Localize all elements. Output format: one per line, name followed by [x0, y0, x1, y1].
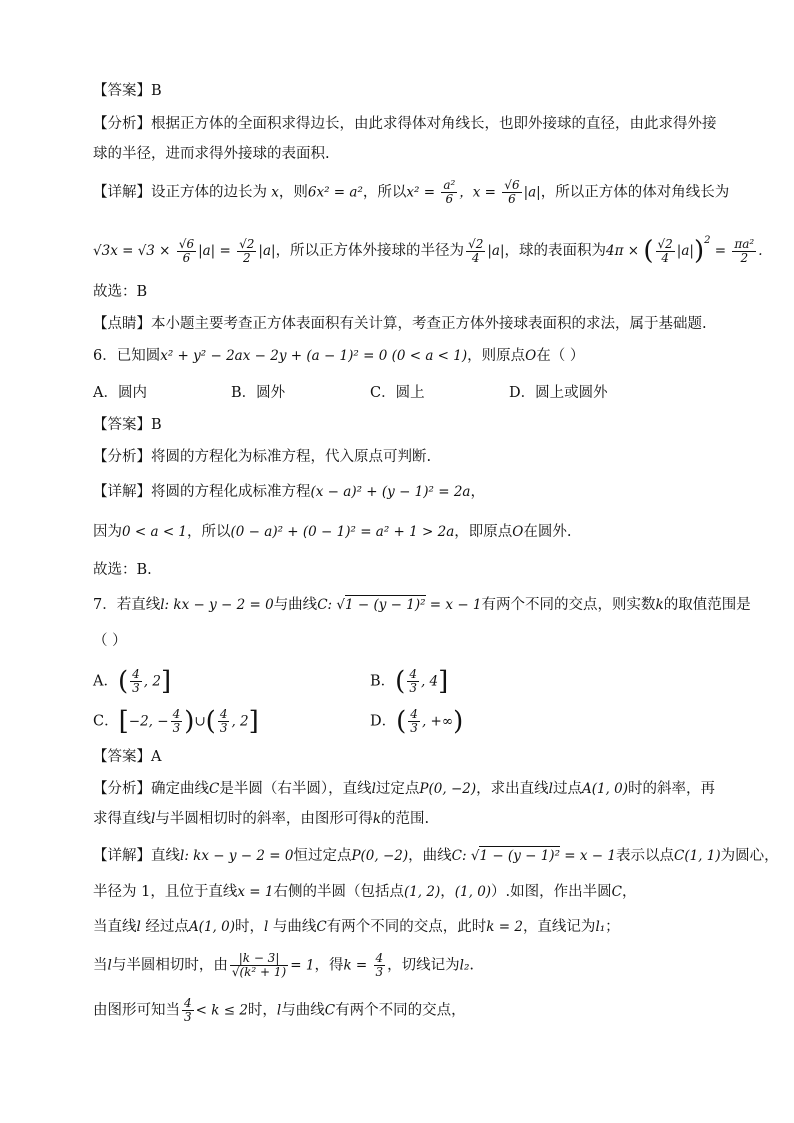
q6-analysis: 【分析】将圆的方程化为标准方程，代入原点可判断.	[93, 449, 432, 465]
option-label: B．	[370, 673, 396, 690]
detail-text: 在圆外.	[523, 524, 572, 540]
detail-text: 为圆心，	[720, 848, 779, 864]
detail-text: 将圆的方程化成标准方程	[151, 484, 311, 500]
option-label: C．	[93, 713, 119, 730]
q6-choose: 故选：B.	[93, 562, 152, 578]
analysis-text: 求得直线	[93, 811, 151, 827]
detail-text: 半径为 1，且位于直线	[93, 884, 238, 900]
detail-text: ，所以正方体的体对角线长为	[540, 184, 730, 201]
detail-tag: 【详解】	[93, 848, 151, 864]
detail-text: 有两个不同的交点，	[335, 1002, 466, 1019]
q6-stem: 6．已知圆x² + y² − 2ax − 2y + (a − 1)² = 0 (0 < a < 1)，则原点O在（ ）	[93, 348, 585, 364]
detail-text: 当	[93, 957, 108, 974]
q5-detail: 【详解】设正方体的边长为 x，则6x² = a²，所以x² = $\frac{\text{a²}}{6}$ ，x = $\frac{√6}{6}$ |a|，所以正方体的体对角线长为	[93, 178, 730, 206]
detail-text: 设正方体的边长为	[151, 184, 267, 201]
detail-text: 时，	[247, 1002, 277, 1019]
analysis-text: ，求出直线	[476, 781, 549, 797]
q7-detail-line3: 当直线l 经过点A(1, 0)时，l 与曲线C有两个不同的交点，此时k = 2，直线记为l₁；	[93, 919, 620, 935]
detail-text: 有两个不同的交点，此时	[326, 919, 487, 935]
detail-text: ，所以	[362, 184, 407, 201]
detail-text: ，球的表面积为	[504, 243, 606, 259]
option-label: A．	[93, 673, 118, 690]
stem-text: 与曲线	[273, 597, 318, 613]
detail-text: 经过点	[140, 919, 189, 935]
q6-option-b: B．圆外	[231, 385, 286, 401]
stem-text: 有两个不同的交点，则实数	[481, 597, 656, 613]
detail-text: 恒过定点	[293, 848, 352, 864]
detail-text: 与曲线	[281, 1002, 325, 1019]
q7-stem-line2: （ ）	[93, 633, 127, 649]
analysis-text: 过定点	[375, 781, 420, 797]
detail-tag: 【详解】	[93, 184, 151, 201]
stem-text: ，则原点	[467, 348, 526, 364]
q7-detail-line4: 当l与半圆相切时，由 $\frac{|k - 3|}{\text{√(k² + 1)}}$ = 1，得k = $\frac{4}{3}$ ，切线记为l₂.	[93, 951, 475, 979]
analysis-text: 【分析】确定曲线	[93, 781, 209, 797]
detail-text: 与半圆相切时，由	[111, 957, 228, 974]
q7-stem: 7．若直线l: kx − y − 2 = 0与曲线C: √1 − (y − 1)² = x − 1有两个不同的交点，则实数k的取值范围是	[93, 597, 751, 613]
detail-text: 表示以点	[615, 848, 674, 864]
detail-text: ，曲线	[408, 848, 452, 864]
q5-comment: 【点睛】本小题主要考查正方体表面积有关计算，考查正方体外接球表面积的求法，属于基础题.	[93, 316, 707, 332]
q7-detail-line2: 半径为 1，且位于直线x = 1右侧的半圆（包括点(1, 2)，(1, 0)）.如图，作出半圆C，	[93, 884, 637, 900]
detail-text: 当直线	[93, 919, 137, 935]
detail-text: ，则	[278, 184, 308, 201]
q7-option-b: B．( $\frac{4}{3}$ , 4]	[370, 666, 449, 697]
q5-answer: 【答案】B	[93, 83, 162, 99]
q7-option-c: C．[−2, − $\frac{4}{3}$ )∪( $\frac{4}{3}$ , 2]	[93, 706, 259, 737]
detail-text: ，	[622, 884, 637, 900]
q7-analysis: 【分析】确定曲线C是半圆（右半圆），直线l过定点P(0, −2)，求出直线l过点A(1, 0)时的斜率，再	[93, 781, 715, 797]
detail-text: 右侧的半圆（包括点	[273, 884, 404, 900]
stem-text: 7．若直线	[93, 597, 161, 613]
detail-text: 与曲线	[268, 919, 317, 935]
detail-tag: 【详解】	[93, 484, 151, 500]
detail-text: ，即原点	[454, 524, 513, 540]
detail-text: 时，	[234, 919, 264, 935]
detail-text: ，切线记为	[387, 957, 460, 974]
detail-text: .	[469, 957, 475, 974]
detail-text: ，得	[314, 957, 344, 974]
q6-detail: 【详解】将圆的方程化成标准方程(x − a)² + (y − 1)² = 2a，	[93, 484, 485, 500]
q7-option-a: A．( $\frac{4}{3}$ , 2]	[93, 666, 172, 697]
q6-option-a: A．圆内	[93, 385, 147, 401]
q5-analysis: 【分析】根据正方体的全面积求得边长，由此求得体对角线长，也即外接球的直径，由此求得外接	[93, 116, 717, 132]
q5-analysis-line2: 球的半径，进而求得外接球的表面积.	[93, 146, 330, 162]
q7-option-d: D．( $\frac{4}{3}$ , +∞)	[370, 706, 464, 737]
option-label: D．	[370, 713, 397, 730]
stem-text: 6．已知圆	[93, 348, 161, 364]
analysis-text: 过点	[552, 781, 582, 797]
q5-detail-line2: √3x = √3 × $\frac{√6}{6}$ |a| = $\frac{√2}{2}$ |a|，所以正方体外接球的半径为 $\frac{√2}{4}$ |a|，球的表面积为4π × ( $\frac{√2}{4}$ |a|)$^2$ = $\frac{\text{πa²}}{2}$ .	[93, 235, 763, 266]
stem-text: 的取值范围是	[663, 597, 751, 613]
q6-answer: 【答案】B	[93, 417, 162, 433]
detail-text: ，所以正方体外接球的半径为	[275, 243, 465, 259]
stem-text: 在（ ）	[536, 348, 585, 364]
detail-text: ，直线记为	[522, 919, 596, 935]
q7-detail-line5: 由图形可知当 $\frac{4}{3}$ < k ≤ 2时，l与曲线C有两个不同的交点，	[93, 996, 466, 1024]
detail-text: ，	[470, 484, 485, 500]
q5-choose: 故选：B	[93, 284, 148, 300]
q7-analysis-line2: 求得直线l与半圆相切时的斜率，由图形可得k的范围.	[93, 811, 430, 827]
q6-option-d: D．圆上或圆外	[509, 385, 608, 401]
detail-text: 直线	[151, 848, 180, 864]
analysis-text: 是半圆（右半圆），直线	[219, 781, 372, 797]
analysis-text: 与半圆相切时的斜率，由图形可得	[155, 811, 373, 827]
detail-text: ）.如图，作出半圆	[491, 884, 612, 900]
detail-text: ；	[605, 919, 620, 935]
q6-because: 因为0 < a < 1，所以(0 − a)² + (0 − 1)² = a² + 1 > 2a，即原点O在圆外.	[93, 524, 572, 540]
analysis-text: 的范围.	[381, 811, 430, 827]
analysis-text: 时的斜率，再	[628, 781, 715, 797]
detail-text: ，所以	[187, 524, 231, 540]
q7-answer: 【答案】A	[93, 749, 162, 765]
detail-text: ，	[440, 884, 455, 900]
detail-text: 因为	[93, 524, 122, 540]
q7-detail: 【详解】直线l: kx − y − 2 = 0恒过定点P(0, −2)，曲线C: √1 − (y − 1)² = x − 1表示以点C(1, 1)为圆心，	[93, 848, 779, 864]
q6-option-c: C．圆上	[370, 385, 425, 401]
detail-text: 由图形可知当	[93, 1002, 180, 1019]
